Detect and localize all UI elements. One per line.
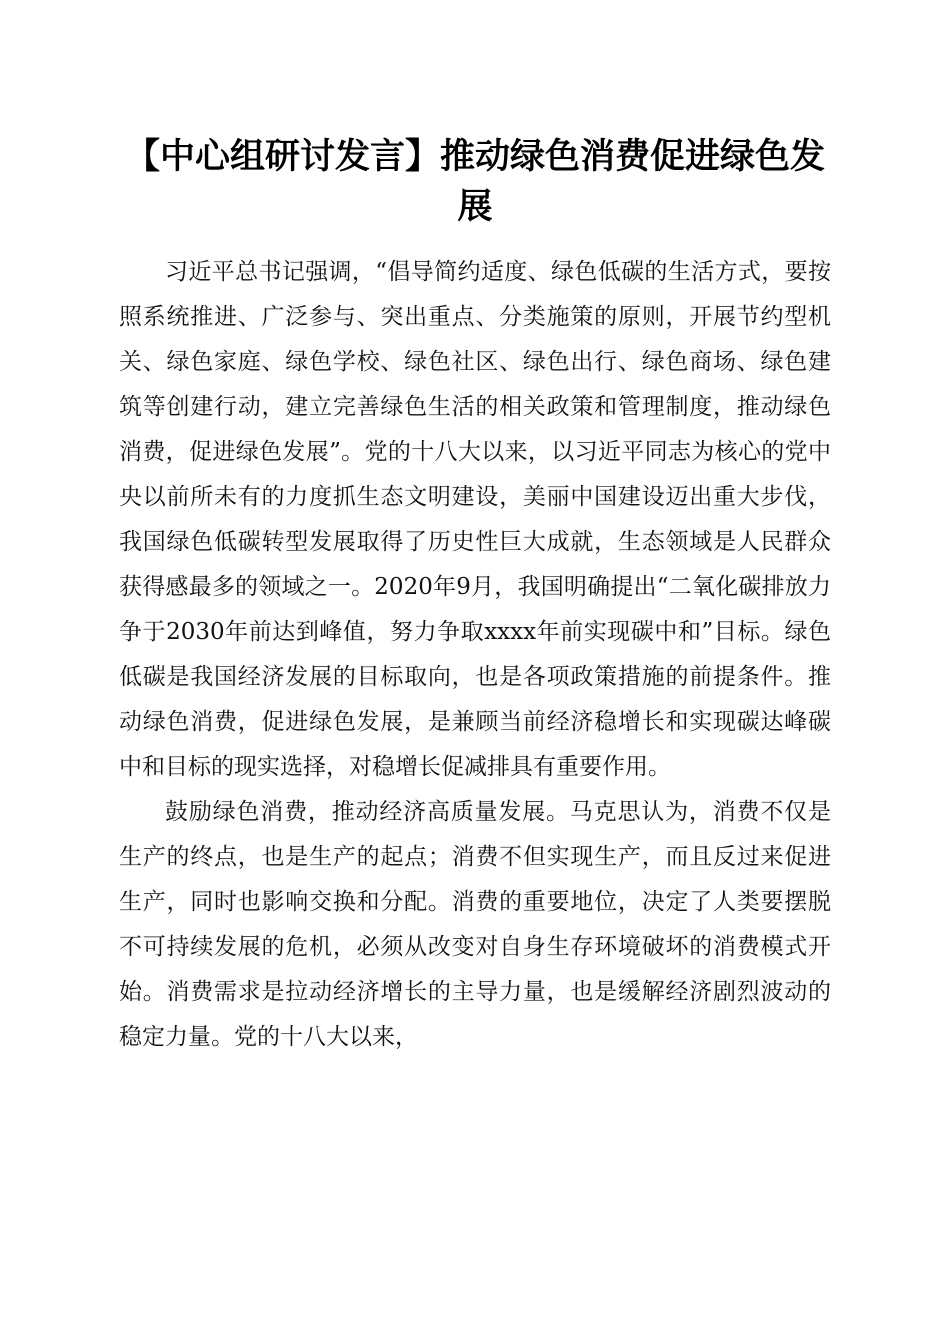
document-title: 【中心组研讨发言】推动绿色消费促进绿色发展 (124, 136, 825, 227)
document-body (119, 250, 831, 1060)
paragraph-2: 鼓励绿色消费，推动经济高质量发展。马克思认为，消费不仅是生产的终点，也是生产的起点；消费不但实现生产，而且反过来促进生产，同时也影响交换和分配。消费的重要地位，决定了人类要摆脱不可持续发展的危机，必须从改变对自身生存环境破坏的消费模式开始。消费需求是拉动经济增长的主导力量，也是缓解经济剧烈波动的稳定力量。党的十八大以来， (119, 799, 831, 1050)
paragraph-1: 习近平总书记强调，“倡导简约适度、绿色低碳的生活方式，要按照系统推进、广泛参与、突出重点、分类施策的原则，开展节约型机关、绿色家庭、绿色学校、绿色社区、绿色出行、绿色商场、绿色建筑等创建行动，建立完善绿色生活的相关政策和管理制度，推动绿色消费，促进绿色发展”。党的十八大以来，以习近平同志为核心的党中央以前所未有的力度抓生态文明建设，美丽中国建设迈出重大步伐，我国绿色低碳转型发展取得了历史性巨大成就，生态领域是人民群众获得感最多的领域之一。2020年9月，我国明确提出“二氧化碳排放力争于2030年前达到峰值，努力争取xxxx年前实现碳中和”目标。绿色低碳是我国经济发展的目标取向，也是各项政策措施的前提条件。推动绿色消费，促进绿色发展，是兼顾当前经济稳增长和实现碳达峰碳中和目标的现实选择，对稳增长促减排具有重要作用。 (119, 259, 831, 780)
